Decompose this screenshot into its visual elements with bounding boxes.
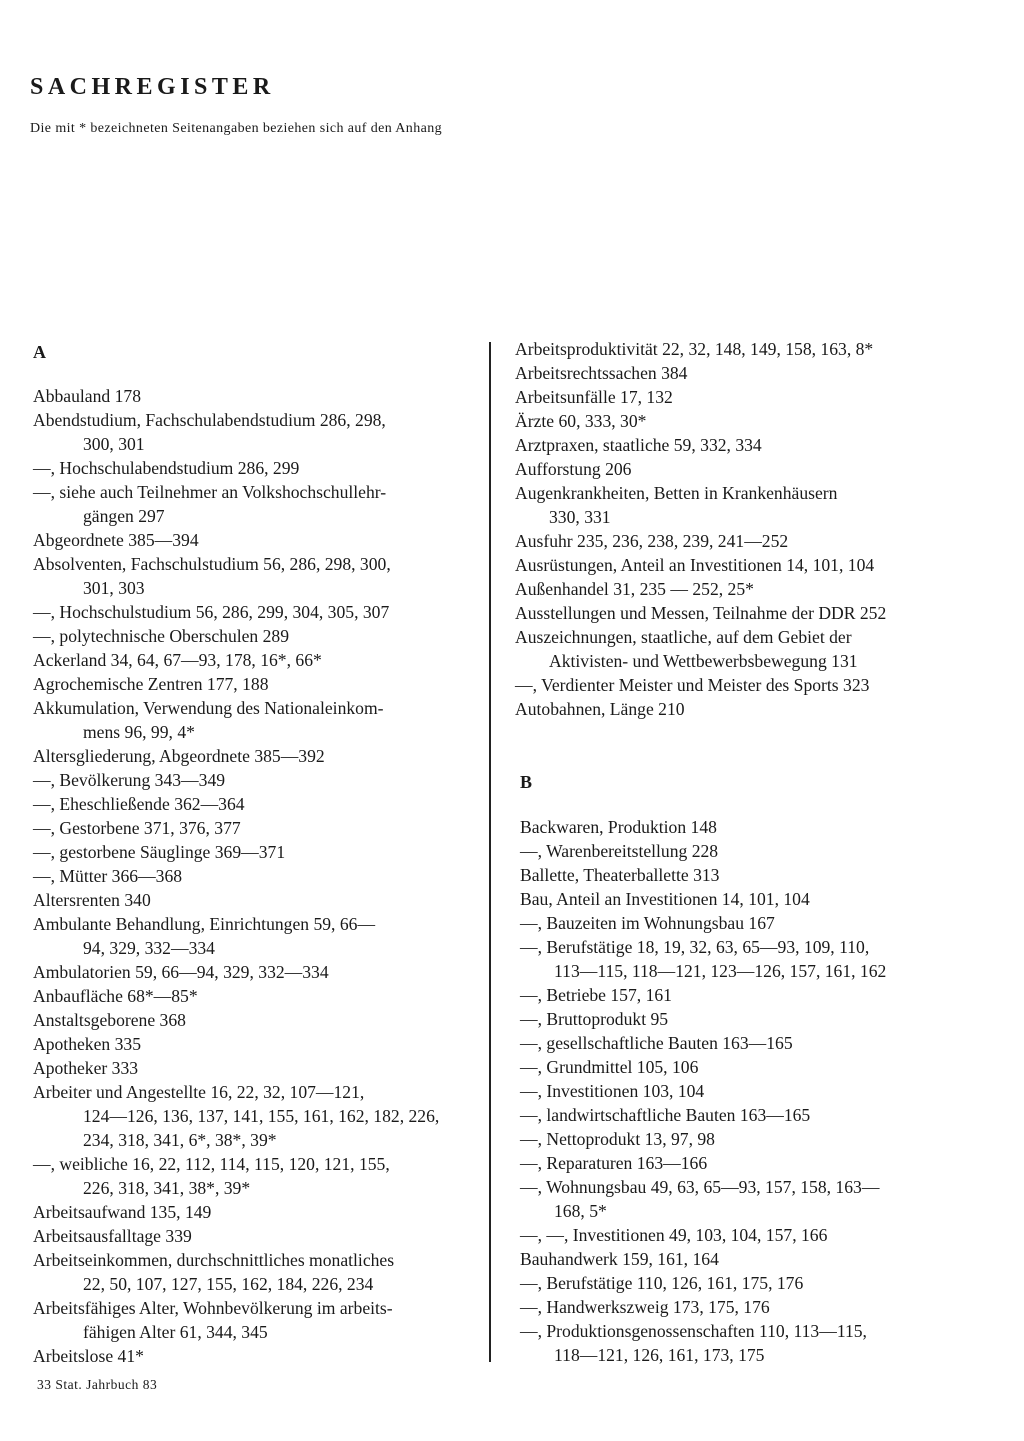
index-entry: Apotheker 333 [33,1058,139,1078]
section-letter-b: B [520,772,533,792]
section-letter-a: A [33,342,46,362]
index-entry: Auszeichnungen, staatliche, auf dem Gebiet der [515,627,852,647]
page-footer: 33 Stat. Jahrbuch 83 [37,1377,158,1392]
index-entry: Ambulante Behandlung, Einrichtungen 59, 66— [33,914,376,934]
index-entry: —, landwirtschaftliche Bauten 163—165 [520,1105,811,1125]
index-entry: 234, 318, 341, 6*, 38*, 39* [83,1130,277,1150]
index-entry: Arbeitsrechtssachen 384 [515,363,688,383]
index-entry: —, Hochschulabendstudium 286, 299 [33,458,300,478]
index-entry: 118—121, 126, 161, 173, 175 [554,1345,765,1365]
index-entry: —, Bevölkerung 343—349 [33,770,226,790]
index-entry: —, Eheschließende 362—364 [33,794,245,814]
index-entry: 124—126, 136, 137, 141, 155, 161, 162, 182, 226, [83,1106,440,1126]
index-entry: —, Mütter 366—368 [33,866,183,886]
index-entry: —, Bruttoprodukt 95 [520,1009,669,1029]
index-entry: Ausstellungen und Messen, Teilnahme der DDR 252 [515,603,887,623]
index-entry: Ackerland 34, 64, 67—93, 178, 16*, 66* [33,650,322,670]
index-entry: Arztpraxen, staatliche 59, 332, 334 [515,435,762,455]
index-entry: Ballette, Theaterballette 313 [520,865,720,885]
index-entry: Außenhandel 31, 235 — 252, 25* [515,579,754,599]
index-entry: Ausrüstungen, Anteil an Investitionen 14, 101, 104 [515,555,875,575]
index-entry: Arbeitseinkommen, durchschnittliches monatliches [33,1250,395,1270]
index-entry: Arbeitsunfälle 17, 132 [515,387,673,407]
index-entry: Abgeordnete 385—394 [33,530,199,550]
index-entry: Arbeitsausfalltage 339 [33,1226,192,1246]
index-entry: Autobahnen, Länge 210 [515,699,685,719]
index-entry: Ausfuhr 235, 236, 238, 239, 241—252 [515,531,789,551]
index-entry: Apotheken 335 [33,1034,141,1054]
index-entry: Abbauland 178 [33,386,141,406]
page-title: SACHREGISTER [30,74,275,100]
index-entry: —, Gestorbene 371, 376, 377 [33,818,241,838]
index-entry: Anbaufläche 68*—85* [33,986,198,1006]
index-entry: —, Produktionsgenossenschaften 110, 113—115, [520,1321,867,1341]
index-entry: —, Wohnungsbau 49, 63, 65—93, 157, 158, 163— [520,1177,880,1197]
index-entry: Akkumulation, Verwendung des Nationaleinkom- [33,698,384,718]
index-entry: Arbeitsfähiges Alter, Wohnbevölkerung im arbeits- [33,1298,393,1318]
index-entry: Aufforstung 206 [515,459,632,479]
index-entry: Arbeitsproduktivität 22, 32, 148, 149, 158, 163, 8* [515,339,874,359]
index-entry: Arbeiter und Angestellte 16, 22, 32, 107—121, [33,1082,365,1102]
index-entry: Aktivisten- und Wettbewerbsbewegung 131 [549,651,858,671]
index-entry: 226, 318, 341, 38*, 39* [83,1178,251,1198]
index-entry: Anstaltsgeborene 368 [33,1010,186,1030]
index-entry: Ärzte 60, 333, 30* [515,411,647,431]
index-entry: 113—115, 118—121, 123—126, 157, 161, 162 [554,961,887,981]
index-entry: —, Bauzeiten im Wohnungsbau 167 [520,913,775,933]
index-entry: fähigen Alter 61, 344, 345 [83,1322,268,1342]
index-entry: 168, 5* [554,1201,607,1221]
index-entry: 22, 50, 107, 127, 155, 162, 184, 226, 234 [83,1274,374,1294]
index-entry: Bauhandwerk 159, 161, 164 [520,1249,719,1269]
index-entry: Backwaren, Produktion 148 [520,817,717,837]
index-entry: —, Handwerkszweig 173, 175, 176 [520,1297,770,1317]
index-entry: Altersgliederung, Abgeordnete 385—392 [33,746,325,766]
index-entry: —, gesellschaftliche Bauten 163—165 [520,1033,793,1053]
index-entry: Abendstudium, Fachschulabendstudium 286, 298, [33,410,386,430]
index-entry: —, Berufstätige 18, 19, 32, 63, 65—93, 109, 110, [520,937,870,957]
index-entry: 94, 329, 332—334 [83,938,215,958]
index-entry: Bau, Anteil an Investitionen 14, 101, 104 [520,889,810,909]
index-entry: Augenkrankheiten, Betten in Krankenhäusern [515,483,838,503]
index-entry: —, Berufstätige 110, 126, 161, 175, 176 [520,1273,804,1293]
index-entry: Arbeitsaufwand 135, 149 [33,1202,212,1222]
index-entry: —, Grundmittel 105, 106 [520,1057,699,1077]
index-entry: 301, 303 [83,578,145,598]
index-entry: —, Verdienter Meister und Meister des Sports 323 [515,675,870,695]
index-entry: Ambulatorien 59, 66—94, 329, 332—334 [33,962,329,982]
index-entry: —, gestorbene Säuglinge 369—371 [33,842,286,862]
index-entry: 300, 301 [83,434,145,454]
column-divider [489,342,491,1362]
index-entry: —, Investitionen 103, 104 [520,1081,705,1101]
index-entry: 330, 331 [549,507,611,527]
index-entry: —, weibliche 16, 22, 112, 114, 115, 120, 121, 155, [33,1154,390,1174]
index-entry: —, polytechnische Oberschulen 289 [33,626,290,646]
index-entry: —, Betriebe 157, 161 [520,985,672,1005]
index-entry: —, Reparaturen 163—166 [520,1153,708,1173]
index-entry: Arbeitslose 41* [33,1346,144,1366]
index-entry: —, Hochschulstudium 56, 286, 299, 304, 305, 307 [33,602,390,622]
index-entry: Agrochemische Zentren 177, 188 [33,674,269,694]
index-entry: gängen 297 [83,506,165,526]
index-entry: —, Warenbereitstellung 228 [520,841,719,861]
index-entry: —, Nettoprodukt 13, 97, 98 [520,1129,715,1149]
index-entry: —, —, Investitionen 49, 103, 104, 157, 166 [520,1225,828,1245]
page-subtitle: Die mit * bezeichneten Seitenangaben beziehen sich auf den Anhang [30,121,443,136]
index-entry: —, siehe auch Teilnehmer an Volkshochschullehr- [33,482,387,502]
index-entry: Absolventen, Fachschulstudium 56, 286, 298, 300, [33,554,391,574]
index-entry: mens 96, 99, 4* [83,722,195,742]
index-entry: Altersrenten 340 [33,890,151,910]
